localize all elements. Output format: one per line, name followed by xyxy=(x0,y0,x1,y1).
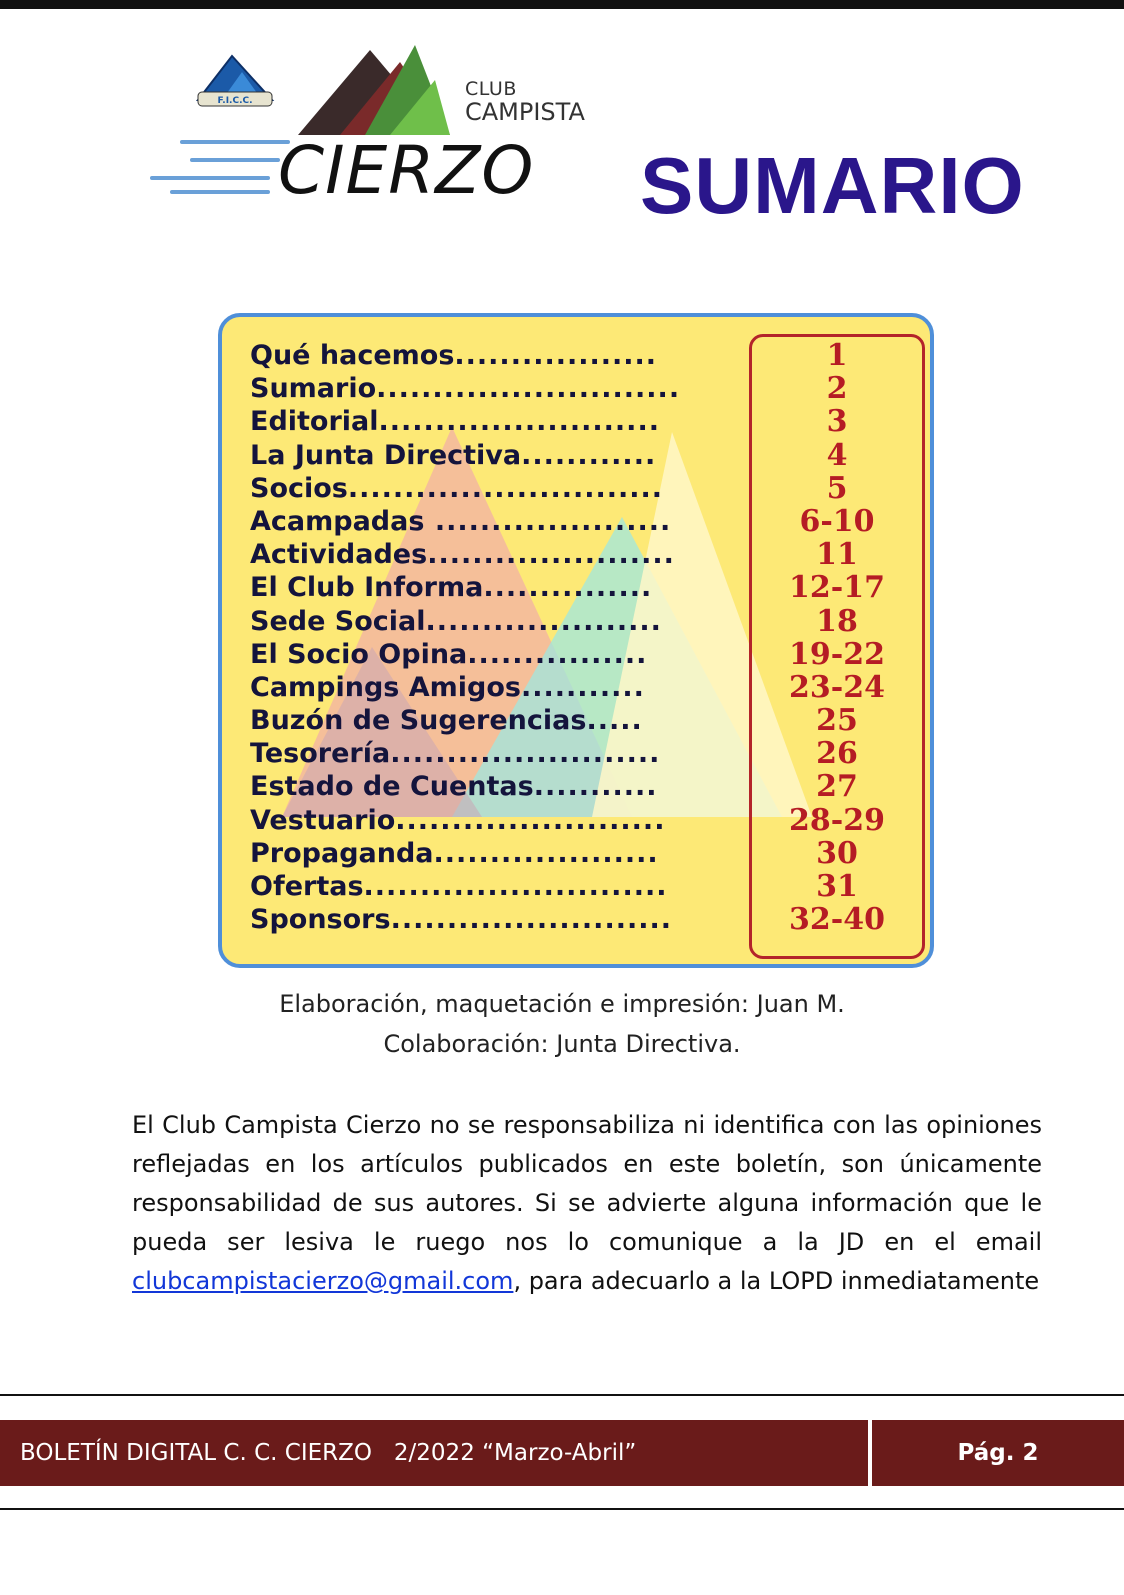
toc-entry[interactable] xyxy=(250,372,750,405)
footer-top-rule xyxy=(0,1394,1124,1396)
toc-entry-leader: ............ xyxy=(521,439,657,471)
ficc-badge-icon xyxy=(192,50,278,116)
toc-entry-label: Campings Amigos xyxy=(250,671,522,703)
toc-entry[interactable] xyxy=(250,538,750,571)
badge-text: F.I.C.C. xyxy=(217,96,253,106)
footer-bar xyxy=(0,1420,1124,1486)
toc-entry-page: 19-22 xyxy=(789,636,885,672)
toc-entry[interactable] xyxy=(250,837,750,870)
toc-entry[interactable] xyxy=(250,638,750,671)
toc-entry-label: El Socio Opina xyxy=(250,638,468,670)
toc-entry-label: Acampadas xyxy=(250,505,425,537)
toc-entry-leader: .................... xyxy=(433,837,659,869)
toc-entry-leader: ........................ xyxy=(390,738,661,770)
toc-entry[interactable] xyxy=(250,439,750,472)
toc-entry-page: 27 xyxy=(816,769,858,805)
toc-entry[interactable] xyxy=(250,605,750,638)
toc-entry[interactable] xyxy=(250,704,750,737)
footer-page-number: Pág. 2 xyxy=(957,1440,1039,1466)
toc-entry-leader: ........... xyxy=(533,771,658,803)
toc-entry-page: 4 xyxy=(826,437,848,473)
footer-bulletin-info: BOLETÍN DIGITAL C. C. CIERZO 2/2022 “Marzo-Abril” xyxy=(20,1440,637,1466)
toc-entry-page: 11 xyxy=(816,537,858,573)
toc-entry-page: 3 xyxy=(826,404,848,440)
toc-entry-page: 5 xyxy=(826,470,848,506)
email-link[interactable]: clubcampistacierzo@gmail.com xyxy=(132,1267,514,1295)
toc-entry-page: 31 xyxy=(816,869,858,904)
toc-entry-leader: ................ xyxy=(467,638,648,670)
toc-entry[interactable] xyxy=(250,870,750,903)
toc-entry-label: Sumario xyxy=(250,373,377,405)
toc-entry-leader: ......................... xyxy=(378,406,660,438)
toc-entry-label: El Club Informa xyxy=(250,572,484,604)
top-rule xyxy=(0,0,1124,9)
toc-entry[interactable] xyxy=(250,405,750,438)
toc-entry[interactable] xyxy=(250,671,750,704)
logo-club-line: CLUB xyxy=(465,78,517,100)
toc-entry-leader: ............... xyxy=(483,572,653,604)
toc-entry-label: Ofertas xyxy=(250,871,364,902)
toc-entry-label: Estado de Cuentas xyxy=(250,771,534,803)
toc-entry-label: Qué hacemos xyxy=(250,340,455,371)
toc-entry-page: 18 xyxy=(816,603,858,639)
toc-entry[interactable] xyxy=(250,737,750,770)
toc-entry[interactable] xyxy=(250,505,750,538)
toc-entry-label: Buzón de Sugerencias xyxy=(250,705,587,737)
toc-entry-page: 12-17 xyxy=(789,570,885,606)
logo-cierzo-word: CIERZO xyxy=(278,132,535,209)
toc-entry-label: Tesorería xyxy=(250,738,391,770)
toc-entry-label: Socios xyxy=(250,472,348,504)
toc-entry-page: 32-40 xyxy=(789,902,885,938)
toc-entry-leader: ........................ xyxy=(395,804,666,836)
toc-entry-leader: ..................... xyxy=(425,605,662,637)
disclaimer-after: , para adecuarlo a la LOPD inmediatamente xyxy=(513,1267,1040,1295)
toc-entry-page: 26 xyxy=(816,736,858,772)
toc-entry[interactable] xyxy=(250,903,750,936)
toc-entry-leader: .................. xyxy=(454,340,658,371)
toc-entry-leader: ..... xyxy=(586,705,643,737)
toc-entry-label: Sponsors xyxy=(250,904,391,936)
toc-entry[interactable] xyxy=(250,770,750,803)
toc-entry-page: 6-10 xyxy=(799,503,875,539)
toc-entry-page: 25 xyxy=(816,703,858,739)
toc-entry-leader: ........................... xyxy=(363,871,668,902)
toc-entry-label: Vestuario xyxy=(250,804,396,836)
page-number-list xyxy=(727,339,934,936)
toc-entry-label: Editorial xyxy=(250,406,379,438)
toc-entry[interactable] xyxy=(250,472,750,505)
toc-entry-page: 23-24 xyxy=(789,669,885,705)
toc-entry[interactable] xyxy=(250,339,750,372)
toc-entry-leader: ......................... xyxy=(390,904,672,936)
logo-campista-line: CAMPISTA xyxy=(465,98,585,126)
toc-entry[interactable] xyxy=(250,804,750,837)
toc-entry-label: La Junta Directiva xyxy=(250,439,522,471)
toc-entry-page: 30 xyxy=(816,835,858,871)
toc-entry-label: Sede Social xyxy=(250,605,426,637)
toc-card xyxy=(218,313,934,968)
toc-entry-leader: ............................ xyxy=(347,472,664,504)
toc-entry-label: Actividades xyxy=(250,539,428,571)
toc-entry-leader: ........... xyxy=(521,671,645,703)
footer-bottom-rule xyxy=(0,1508,1124,1510)
disclaimer-before: El Club Campista Cierzo no se responsabiliza ni identifica con las opiniones reflejadas en los artículos publicados en este boletín, son únicamente responsabilidad de sus autores. Si se advierte alguna información que le pueda ser lesiva le ruego nos lo comunique a la JD en el email xyxy=(132,1111,1042,1256)
toc-entry-leader: ...................... xyxy=(427,539,675,571)
toc-entry-label: Propaganda xyxy=(250,837,434,869)
toc-list xyxy=(250,339,750,936)
toc-entry-page: 28-29 xyxy=(789,802,885,838)
toc-entry[interactable] xyxy=(250,571,750,604)
toc-entry-page: 2 xyxy=(826,371,848,407)
credits-collaboration: Colaboración: Junta Directiva. xyxy=(383,1030,741,1058)
page-title: SUMARIO xyxy=(640,141,1025,230)
toc-entry-leader: ........................... xyxy=(376,373,681,405)
disclaimer-text xyxy=(132,1106,1042,1301)
credits-production: Elaboración, maquetación e impresión: Juan M. xyxy=(279,990,845,1018)
toc-entry-leader: ..................... xyxy=(424,505,672,537)
toc-entry-page: 1 xyxy=(826,338,848,373)
